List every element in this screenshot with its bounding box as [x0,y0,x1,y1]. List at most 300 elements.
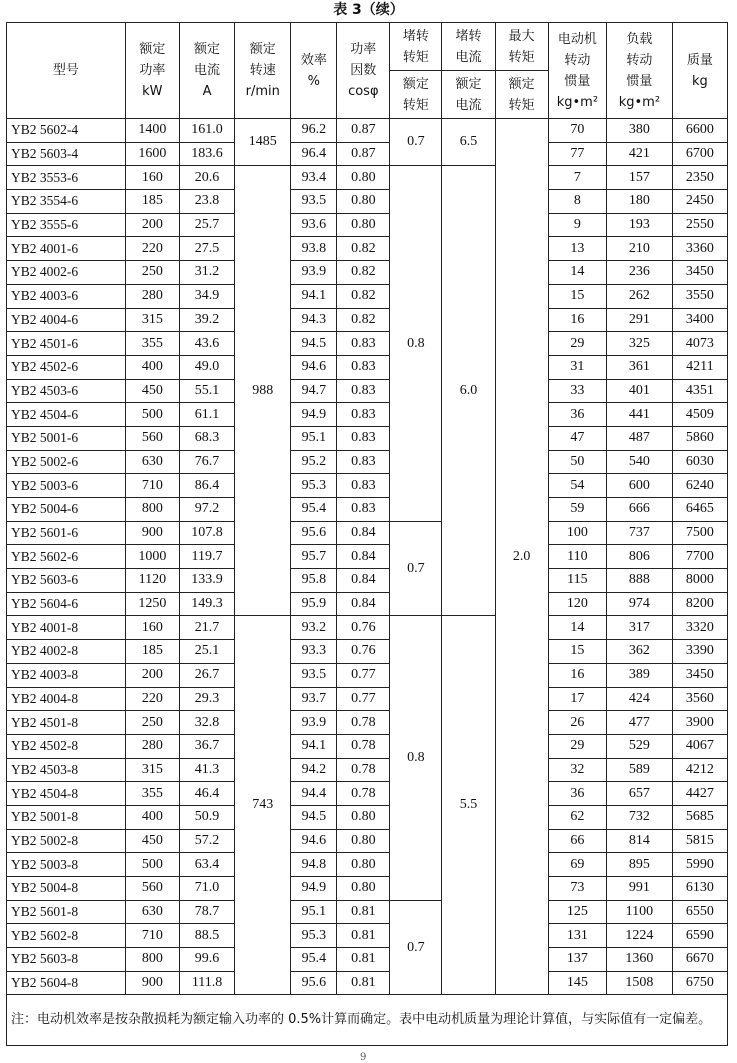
header-locked-current: 堵转 电流 [442,23,495,71]
load-inertia-cell: 210 [607,237,673,261]
load-inertia-cell: 380 [607,119,673,143]
power-cell: 710 [125,474,179,498]
model-cell: YB2 5604-8 [7,971,126,995]
model-cell: YB2 5001-8 [7,805,126,829]
power-factor-cell: 0.83 [337,426,390,450]
current-cell: 99.6 [179,948,234,972]
table-row [7,877,728,901]
power-cell: 1120 [125,569,179,593]
mass-cell: 5815 [672,829,727,853]
speed-cell: 988 [235,166,291,616]
table-row [7,403,728,427]
power-cell: 200 [125,663,179,687]
motor-inertia-cell: 15 [548,640,606,664]
header-speed: 额定 转速 r/min [235,23,291,119]
table-row [7,734,728,758]
efficiency-cell: 93.6 [291,213,337,237]
load-inertia-cell: 424 [607,687,673,711]
power-factor-cell: 0.78 [337,711,390,735]
model-cell: YB2 5001-6 [7,426,126,450]
mass-cell: 3550 [672,284,727,308]
motor-inertia-cell: 8 [548,190,606,214]
power-factor-cell: 0.84 [337,521,390,545]
table-row [7,142,728,166]
motor-inertia-cell: 14 [548,261,606,285]
current-cell: 71.0 [179,877,234,901]
mass-cell: 3450 [672,663,727,687]
mass-cell: 4351 [672,379,727,403]
model-cell: YB2 5003-6 [7,474,126,498]
locked-torque-cell: 0.7 [390,521,442,616]
model-cell: YB2 4003-8 [7,663,126,687]
locked-torque-cell: 0.7 [390,119,442,166]
model-cell: YB2 4001-6 [7,237,126,261]
load-inertia-cell: 389 [607,663,673,687]
current-cell: 76.7 [179,450,234,474]
motor-inertia-cell: 69 [548,853,606,877]
power-factor-cell: 0.80 [337,213,390,237]
motor-inertia-cell: 120 [548,592,606,616]
model-cell: YB2 4002-8 [7,640,126,664]
header-model: 型号 [7,23,126,119]
model-cell: YB2 4001-8 [7,616,126,640]
power-cell: 185 [125,190,179,214]
power-factor-cell: 0.84 [337,545,390,569]
efficiency-cell: 94.3 [291,308,337,332]
efficiency-cell: 93.3 [291,640,337,664]
mass-cell: 6240 [672,474,727,498]
mass-cell: 4509 [672,403,727,427]
current-cell: 31.2 [179,261,234,285]
power-factor-cell: 0.81 [337,900,390,924]
model-cell: YB2 5003-8 [7,853,126,877]
table-row [7,545,728,569]
locked-torque-cell: 0.8 [390,166,442,521]
motor-inertia-cell: 70 [548,119,606,143]
mass-cell: 6030 [672,450,727,474]
current-cell: 36.7 [179,734,234,758]
power-cell: 280 [125,734,179,758]
mass-cell: 4073 [672,332,727,356]
current-cell: 97.2 [179,498,234,522]
power-cell: 560 [125,426,179,450]
power-cell: 315 [125,758,179,782]
max-torque-cell: 2.0 [495,119,548,995]
mass-cell: 4067 [672,734,727,758]
load-inertia-cell: 1508 [607,971,673,995]
model-cell: YB2 4502-6 [7,355,126,379]
load-inertia-cell: 361 [607,355,673,379]
model-cell: YB2 3554-6 [7,190,126,214]
mass-cell: 5860 [672,426,727,450]
header-max-torque: 最大 转矩 [495,23,548,71]
current-cell: 34.9 [179,284,234,308]
load-inertia-cell: 487 [607,426,673,450]
power-factor-cell: 0.78 [337,734,390,758]
efficiency-cell: 95.1 [291,900,337,924]
power-factor-cell: 0.82 [337,284,390,308]
load-inertia-cell: 477 [607,711,673,735]
table-body [7,119,728,995]
load-inertia-cell: 529 [607,734,673,758]
load-inertia-cell: 193 [607,213,673,237]
current-cell: 25.1 [179,640,234,664]
load-inertia-cell: 888 [607,569,673,593]
current-cell: 57.2 [179,829,234,853]
motor-inertia-cell: 14 [548,616,606,640]
efficiency-cell: 95.6 [291,971,337,995]
mass-cell: 4212 [672,758,727,782]
load-inertia-cell: 1360 [607,948,673,972]
table-row [7,900,728,924]
power-factor-cell: 0.81 [337,971,390,995]
load-inertia-cell: 236 [607,261,673,285]
load-inertia-cell: 974 [607,592,673,616]
power-cell: 1400 [125,119,179,143]
motor-inertia-cell: 16 [548,663,606,687]
motor-inertia-cell: 131 [548,924,606,948]
power-cell: 400 [125,355,179,379]
model-cell: YB2 4501-6 [7,332,126,356]
header-locked-torque: 堵转 转矩 [390,23,442,71]
table-row [7,190,728,214]
power-factor-cell: 0.83 [337,474,390,498]
table-row [7,971,728,995]
power-factor-cell: 0.83 [337,332,390,356]
power-cell: 400 [125,805,179,829]
locked-current-cell: 6.5 [442,119,495,166]
header-efficiency: 效率 % [291,23,337,119]
model-cell: YB2 5602-8 [7,924,126,948]
mass-cell: 8200 [672,592,727,616]
power-cell: 500 [125,853,179,877]
mass-cell: 3450 [672,261,727,285]
load-inertia-cell: 441 [607,403,673,427]
mass-cell: 6700 [672,142,727,166]
power-cell: 200 [125,213,179,237]
efficiency-cell: 93.7 [291,687,337,711]
mass-cell: 7500 [672,521,727,545]
power-factor-cell: 0.84 [337,569,390,593]
efficiency-cell: 93.4 [291,166,337,190]
load-inertia-cell: 180 [607,190,673,214]
mass-cell: 4211 [672,355,727,379]
load-inertia-cell: 325 [607,332,673,356]
table-row [7,829,728,853]
motor-inertia-cell: 125 [548,900,606,924]
load-inertia-cell: 262 [607,284,673,308]
efficiency-cell: 94.9 [291,403,337,427]
power-cell: 315 [125,308,179,332]
motor-inertia-cell: 137 [548,948,606,972]
model-cell: YB2 4003-6 [7,284,126,308]
efficiency-cell: 94.7 [291,379,337,403]
motor-inertia-cell: 77 [548,142,606,166]
motor-inertia-cell: 100 [548,521,606,545]
mass-cell: 6600 [672,119,727,143]
power-factor-cell: 0.78 [337,758,390,782]
model-cell: YB2 4004-6 [7,308,126,332]
table-row [7,119,728,143]
page-number: 9 [360,1052,367,1063]
power-cell: 450 [125,379,179,403]
motor-inertia-cell: 36 [548,403,606,427]
current-cell: 149.3 [179,592,234,616]
efficiency-cell: 94.6 [291,829,337,853]
power-cell: 355 [125,332,179,356]
current-cell: 86.4 [179,474,234,498]
current-cell: 63.4 [179,853,234,877]
load-inertia-cell: 600 [607,474,673,498]
model-cell: YB2 5603-6 [7,569,126,593]
motor-spec-table [6,22,728,1046]
load-inertia-cell: 737 [607,521,673,545]
table-title: 表 3（续） [333,2,404,18]
model-cell: YB2 4504-6 [7,403,126,427]
motor-inertia-cell: 13 [548,237,606,261]
current-cell: 78.7 [179,900,234,924]
load-inertia-cell: 657 [607,782,673,806]
power-cell: 185 [125,640,179,664]
model-cell: YB2 5004-8 [7,877,126,901]
table-row [7,261,728,285]
motor-inertia-cell: 115 [548,569,606,593]
efficiency-cell: 94.1 [291,734,337,758]
load-inertia-cell: 991 [607,877,673,901]
efficiency-cell: 96.2 [291,119,337,143]
motor-inertia-cell: 31 [548,355,606,379]
motor-inertia-cell: 50 [548,450,606,474]
current-cell: 41.3 [179,758,234,782]
locked-torque-cell: 0.7 [390,900,442,995]
efficiency-cell: 95.9 [291,592,337,616]
load-inertia-cell: 157 [607,166,673,190]
power-cell: 450 [125,829,179,853]
load-inertia-cell: 589 [607,758,673,782]
power-factor-cell: 0.83 [337,403,390,427]
power-cell: 500 [125,403,179,427]
mass-cell: 6130 [672,877,727,901]
current-cell: 183.6 [179,142,234,166]
header-current: 额定 电流 A [179,23,234,119]
header-power: 额定 功率 kW [125,23,179,119]
locked-current-cell: 6.0 [442,166,495,616]
power-factor-cell: 0.77 [337,687,390,711]
table-row [7,450,728,474]
current-cell: 46.4 [179,782,234,806]
power-cell: 355 [125,782,179,806]
motor-inertia-cell: 17 [548,687,606,711]
motor-inertia-cell: 9 [548,213,606,237]
load-inertia-cell: 814 [607,829,673,853]
table-row [7,521,728,545]
model-cell: YB2 4501-8 [7,711,126,735]
current-cell: 25.7 [179,213,234,237]
model-cell: YB2 5601-6 [7,521,126,545]
mass-cell: 2350 [672,166,727,190]
efficiency-cell: 94.6 [291,355,337,379]
power-factor-cell: 0.82 [337,261,390,285]
mass-cell: 2550 [672,213,727,237]
mass-cell: 6550 [672,900,727,924]
efficiency-cell: 96.4 [291,142,337,166]
model-cell: YB2 5601-8 [7,900,126,924]
motor-inertia-cell: 73 [548,877,606,901]
current-cell: 68.3 [179,426,234,450]
power-factor-cell: 0.76 [337,640,390,664]
power-factor-cell: 0.87 [337,119,390,143]
model-cell: YB2 3555-6 [7,213,126,237]
power-cell: 250 [125,261,179,285]
motor-inertia-cell: 145 [548,971,606,995]
header-locked-current-ratio: 额定 电流 [442,71,495,119]
power-factor-cell: 0.83 [337,379,390,403]
current-cell: 133.9 [179,569,234,593]
table-row [7,474,728,498]
current-cell: 27.5 [179,237,234,261]
model-cell: YB2 4504-8 [7,782,126,806]
load-inertia-cell: 1100 [607,900,673,924]
efficiency-cell: 93.9 [291,711,337,735]
power-cell: 160 [125,166,179,190]
current-cell: 88.5 [179,924,234,948]
power-cell: 1250 [125,592,179,616]
current-cell: 23.8 [179,190,234,214]
current-cell: 61.1 [179,403,234,427]
model-cell: YB2 5604-6 [7,592,126,616]
power-factor-cell: 0.82 [337,237,390,261]
load-inertia-cell: 421 [607,142,673,166]
mass-cell: 7700 [672,545,727,569]
efficiency-cell: 93.5 [291,190,337,214]
power-cell: 630 [125,900,179,924]
motor-inertia-cell: 29 [548,734,606,758]
power-cell: 1000 [125,545,179,569]
motor-inertia-cell: 7 [548,166,606,190]
mass-cell: 3320 [672,616,727,640]
table-row [7,853,728,877]
mass-cell: 6465 [672,498,727,522]
power-factor-cell: 0.84 [337,592,390,616]
table-row [7,498,728,522]
mass-cell: 6750 [672,971,727,995]
motor-inertia-cell: 62 [548,805,606,829]
load-inertia-cell: 401 [607,379,673,403]
efficiency-cell: 93.9 [291,261,337,285]
power-factor-cell: 0.76 [337,616,390,640]
current-cell: 26.7 [179,663,234,687]
efficiency-cell: 95.6 [291,521,337,545]
locked-current-cell: 5.5 [442,616,495,995]
load-inertia-cell: 317 [607,616,673,640]
power-factor-cell: 0.80 [337,829,390,853]
header-max-torque-ratio: 额定 转矩 [495,71,548,119]
header-power-factor: 功率 因数 cosφ [337,23,390,119]
power-cell: 710 [125,924,179,948]
power-factor-cell: 0.77 [337,663,390,687]
current-cell: 111.8 [179,971,234,995]
load-inertia-cell: 540 [607,450,673,474]
table-row [7,758,728,782]
mass-cell: 3560 [672,687,727,711]
power-factor-cell: 0.80 [337,877,390,901]
model-cell: YB2 5602-6 [7,545,126,569]
current-cell: 39.2 [179,308,234,332]
model-cell: YB2 5002-8 [7,829,126,853]
power-cell: 630 [125,450,179,474]
current-cell: 20.6 [179,166,234,190]
mass-cell: 8000 [672,569,727,593]
power-factor-cell: 0.81 [337,924,390,948]
table-row [7,711,728,735]
current-cell: 161.0 [179,119,234,143]
power-factor-cell: 0.78 [337,782,390,806]
current-cell: 32.8 [179,711,234,735]
power-cell: 220 [125,687,179,711]
model-cell: YB2 5002-6 [7,450,126,474]
model-cell: YB2 4502-8 [7,734,126,758]
header-locked-torque-ratio: 额定 转矩 [390,71,442,119]
table-row [7,213,728,237]
power-cell: 800 [125,948,179,972]
efficiency-cell: 93.8 [291,237,337,261]
model-cell: YB2 5603-8 [7,948,126,972]
efficiency-cell: 95.4 [291,948,337,972]
efficiency-cell: 94.2 [291,758,337,782]
motor-inertia-cell: 47 [548,426,606,450]
table-row [7,166,728,190]
motor-inertia-cell: 59 [548,498,606,522]
power-factor-cell: 0.80 [337,190,390,214]
header-mass: 质量 kg [672,23,727,119]
table-row [7,616,728,640]
power-factor-cell: 0.80 [337,853,390,877]
mass-cell: 2450 [672,190,727,214]
load-inertia-cell: 666 [607,498,673,522]
power-cell: 800 [125,498,179,522]
table-row [7,663,728,687]
power-cell: 250 [125,711,179,735]
efficiency-cell: 95.3 [291,474,337,498]
load-inertia-cell: 362 [607,640,673,664]
table-row [7,379,728,403]
current-cell: 43.6 [179,332,234,356]
model-cell: YB2 4503-8 [7,758,126,782]
load-inertia-cell: 1224 [607,924,673,948]
mass-cell: 6670 [672,948,727,972]
table-row [7,237,728,261]
current-cell: 29.3 [179,687,234,711]
motor-inertia-cell: 33 [548,379,606,403]
efficiency-cell: 93.5 [291,663,337,687]
table-row [7,948,728,972]
power-factor-cell: 0.81 [337,948,390,972]
efficiency-cell: 93.2 [291,616,337,640]
table-row [7,687,728,711]
load-inertia-cell: 291 [607,308,673,332]
header-motor-inertia: 电动机 转动 惯量 kg•m² [548,23,606,119]
table-row [7,569,728,593]
speed-cell: 1485 [235,119,291,166]
model-cell: YB2 5602-4 [7,119,126,143]
motor-inertia-cell: 15 [548,284,606,308]
table-row [7,592,728,616]
power-factor-cell: 0.80 [337,166,390,190]
model-cell: YB2 5603-4 [7,142,126,166]
power-cell: 220 [125,237,179,261]
efficiency-cell: 94.4 [291,782,337,806]
efficiency-cell: 94.8 [291,853,337,877]
